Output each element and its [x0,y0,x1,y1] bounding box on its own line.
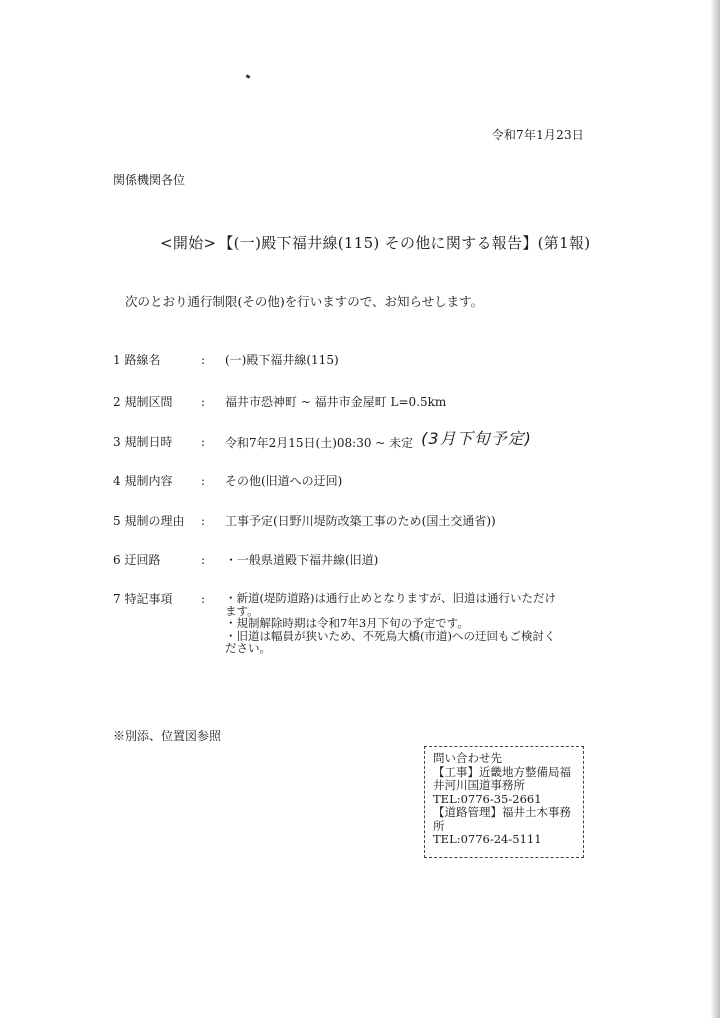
note-line: ・新道(堤防道路)は通行止めとなりますが、旧道は通行いただけ [225,591,556,605]
title-tag: <開始> [160,234,217,252]
item-value: (一)殿下福井線(115) [225,353,339,367]
addressee: 関係機関各位 [113,173,186,187]
item-value: 福井市恐神町 ~ 福井市金屋町 L=0.5km [225,395,447,409]
contact-line: 井河川国道事務所 [433,778,525,792]
contact-line: 問い合わせ先 [433,751,502,765]
item-label: 6 迂回路 [113,553,161,567]
scan-speck [246,74,251,79]
item-label: 1 路線名 [113,353,161,367]
scan-edge-shadow [710,0,720,1018]
contact-line: TEL:0776-24-5111 [433,832,542,846]
title-main: 【(一)殿下福井線(115) その他に関する報告】(第1報) [218,234,591,252]
note-line: ださい。 [225,641,271,655]
contact-box [424,746,584,858]
document-title [160,232,590,253]
handwritten-note: (3月下旬予定) [421,429,532,448]
notes-block [225,592,580,655]
attachment-note: ※別添、位置図参照 [113,729,222,743]
note-line: ・旧道は幅員が狭いため、不死鳥大橋(市道)への迂回もご検討く [225,628,556,643]
intro-text: 次のとおり通行制限(その他)を行いますので、お知らせします。 [125,294,484,309]
item-value: ・一般県道殿下福井線(旧道) [225,553,379,567]
item-colon: : [201,592,206,606]
contact-line: 【工事】近畿地方整備局福 [433,764,571,779]
item-label: 3 規制日時 [113,435,173,449]
item-label: 2 規制区間 [113,395,173,409]
item-value [225,429,532,450]
item-colon: : [201,395,206,409]
item-value-text: 令和7年2月15日(土)08:30 ~ 未定 [225,436,414,450]
item-label: 4 規制内容 [113,474,173,488]
item-label: 7 特記事項 [113,592,173,606]
item-value: その他(旧道への迂回) [225,474,343,488]
contact-line: 【道路管理】福井土木事務 [433,805,571,819]
contact-line: TEL:0776-35-2661 [433,791,542,806]
item-colon: : [201,474,206,488]
item-label: 5 規制の理由 [113,514,185,528]
note-line: ます。 [225,603,259,618]
item-colon: : [201,435,206,449]
document-date: 令和7年1月23日 [491,128,584,142]
note-line: ・規制解除時期は令和7年3月下旬の予定です。 [225,616,469,630]
item-colon: : [201,553,206,567]
item-colon: : [201,514,206,528]
item-value: 工事予定(日野川堤防改築工事のため(国土交通省)) [225,514,496,528]
item-colon: : [201,353,206,367]
contact-line: 所 [433,818,445,833]
